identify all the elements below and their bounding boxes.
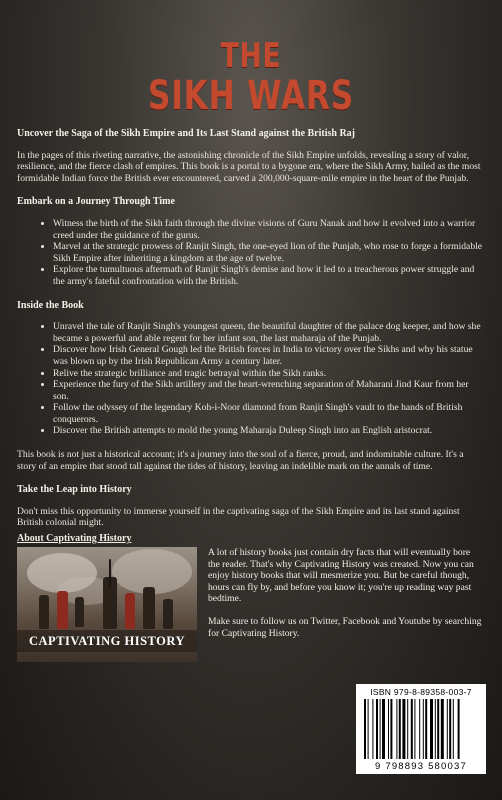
barcode-bar bbox=[402, 699, 405, 759]
barcode-bar bbox=[453, 699, 454, 759]
isbn-barcode bbox=[356, 684, 486, 774]
list-item: • Discover how Irish General Gough led the British forces in India to victory over the Sikhs and why his statue was blown up by the Irish Republican Army a century later. bbox=[53, 344, 485, 367]
barcode-bar bbox=[407, 699, 408, 759]
barcode-bar bbox=[437, 699, 439, 759]
list-item: • Experience the fury of the Sikh artillery and the heart-wrenching separation of Maharani Jind Kaur from her son. bbox=[53, 379, 485, 402]
about-section bbox=[17, 533, 485, 648]
list-item: • Marvel at the strategic prowess of Ranjit Singh, the one-eyed lion of the Punjab, who rose to forge a formidable Sikh Empire after inheriting a kingdom at the age of twelve. bbox=[53, 241, 485, 264]
barcode-bar bbox=[447, 699, 448, 759]
barcode-bar bbox=[368, 699, 369, 759]
journey-list bbox=[17, 218, 485, 288]
barcode-bar bbox=[441, 699, 444, 759]
about-paragraph-1: A lot of history books just contain dry facts that will eventually bore the reader. That's why Captivating History was created. Now you can enjoy history books that will mesmerize you. But be careful though, hours can fly by, and before you know it; you're up reading way past bedtime. bbox=[208, 547, 474, 605]
barcode-bar bbox=[449, 699, 451, 759]
leap-paragraph: Don't miss this opportunity to immerse yourself in the captivating saga of the Sikh Empire and its last stand against British colonial might. bbox=[17, 505, 460, 529]
barcode-bar bbox=[388, 699, 389, 759]
about-paragraph-2: Make sure to follow us on Twitter, Facebook and Youtube by searching for Captivating History. bbox=[208, 615, 482, 639]
list-item: • Follow the odyssey of the legendary Koh-i-Noor diamond from Ranjit Singh's vault to the hands of British conquerors. bbox=[53, 402, 485, 425]
barcode-bars bbox=[364, 699, 478, 759]
captivating-history-logo: CAPTIVATING HISTORY bbox=[29, 634, 185, 648]
list-item: • Explore the tumultuous aftermath of Ranjit Singh's demise and how it led to a treacherous power struggle and the army's fateful confrontation with the British. bbox=[53, 264, 485, 287]
inside-closing-paragraph: This book is not just a historical account; it's a journey into the soul of a fierce, proud, and indomitable culture. It's a story of an empire that stood tall against the tides of history, leaving an indelible mark on the annals of time. bbox=[17, 449, 464, 472]
barcode-bar bbox=[372, 699, 373, 759]
barcode-bar bbox=[376, 699, 378, 759]
barcode-bar bbox=[399, 699, 401, 759]
inside-heading: Inside the Book bbox=[17, 299, 84, 311]
barcode-bar bbox=[396, 699, 397, 759]
intro-paragraph: In the pages of this riveting narrative, the astonishing chronicle of the Sikh Empire unfolds, revealing a story of valor, resilience, and the fierce clash of empires. This book is a portal to a bygone era, where the Sikh Army, hailed as the most formidable Indian force the British ever encountered, carved a 200,000-square-mile empire in the heart of the Punjab. bbox=[17, 149, 481, 184]
title-line-sikh-wars: SIKH WARS bbox=[148, 73, 354, 119]
barcode-bar bbox=[411, 699, 413, 759]
barcode-bar bbox=[380, 699, 381, 759]
list-item: • Unravel the tale of Ranjit Singh's youngest queen, the beautiful daughter of the palace dog keeper, and how she became a powerful and able regent for her infant son, the last maharaja of the Punjab. bbox=[53, 321, 485, 344]
barcode-bar bbox=[364, 699, 366, 759]
barcode-bar bbox=[425, 699, 427, 759]
about-text bbox=[208, 547, 484, 650]
intro-heading: Uncover the Saga of the Sikh Empire and Its Last Stand against the British Raj bbox=[17, 128, 356, 139]
leap-heading: Take the Leap into History bbox=[17, 484, 132, 496]
barcode-bar bbox=[419, 699, 420, 759]
list-item: • Relive the strategic brilliance and tragic betrayal within the Sikh ranks. bbox=[53, 368, 485, 380]
blurb-content bbox=[17, 128, 485, 541]
barcode-bar bbox=[382, 699, 385, 759]
inside-list bbox=[17, 321, 485, 437]
isbn-label: ISBN 979-8-89358-003-7 bbox=[370, 687, 472, 697]
barcode-bar bbox=[435, 699, 436, 759]
list-item: • Discover the British attempts to mold the young Maharaja Duleep Singh into an English aristocrat. bbox=[53, 425, 485, 437]
barcode-digits: 9 798893 580037 bbox=[375, 761, 467, 772]
journey-heading: Embark on a Journey Through Time bbox=[17, 196, 175, 208]
title-line-the: THE bbox=[220, 36, 282, 76]
list-item: • Witness the birth of the Sikh faith through the divine visions of Guru Nanak and how it evolved into a warrior creed under the guidance of the gurus. bbox=[53, 218, 485, 241]
barcode-bar bbox=[390, 699, 392, 759]
barcode-bar bbox=[423, 699, 424, 759]
barcode-bar bbox=[458, 699, 460, 759]
battle-illustration bbox=[17, 547, 197, 662]
barcode-bar bbox=[430, 699, 433, 759]
barcode-bar bbox=[414, 699, 415, 759]
about-heading: About Captivating History bbox=[17, 533, 132, 544]
book-title bbox=[0, 38, 502, 118]
